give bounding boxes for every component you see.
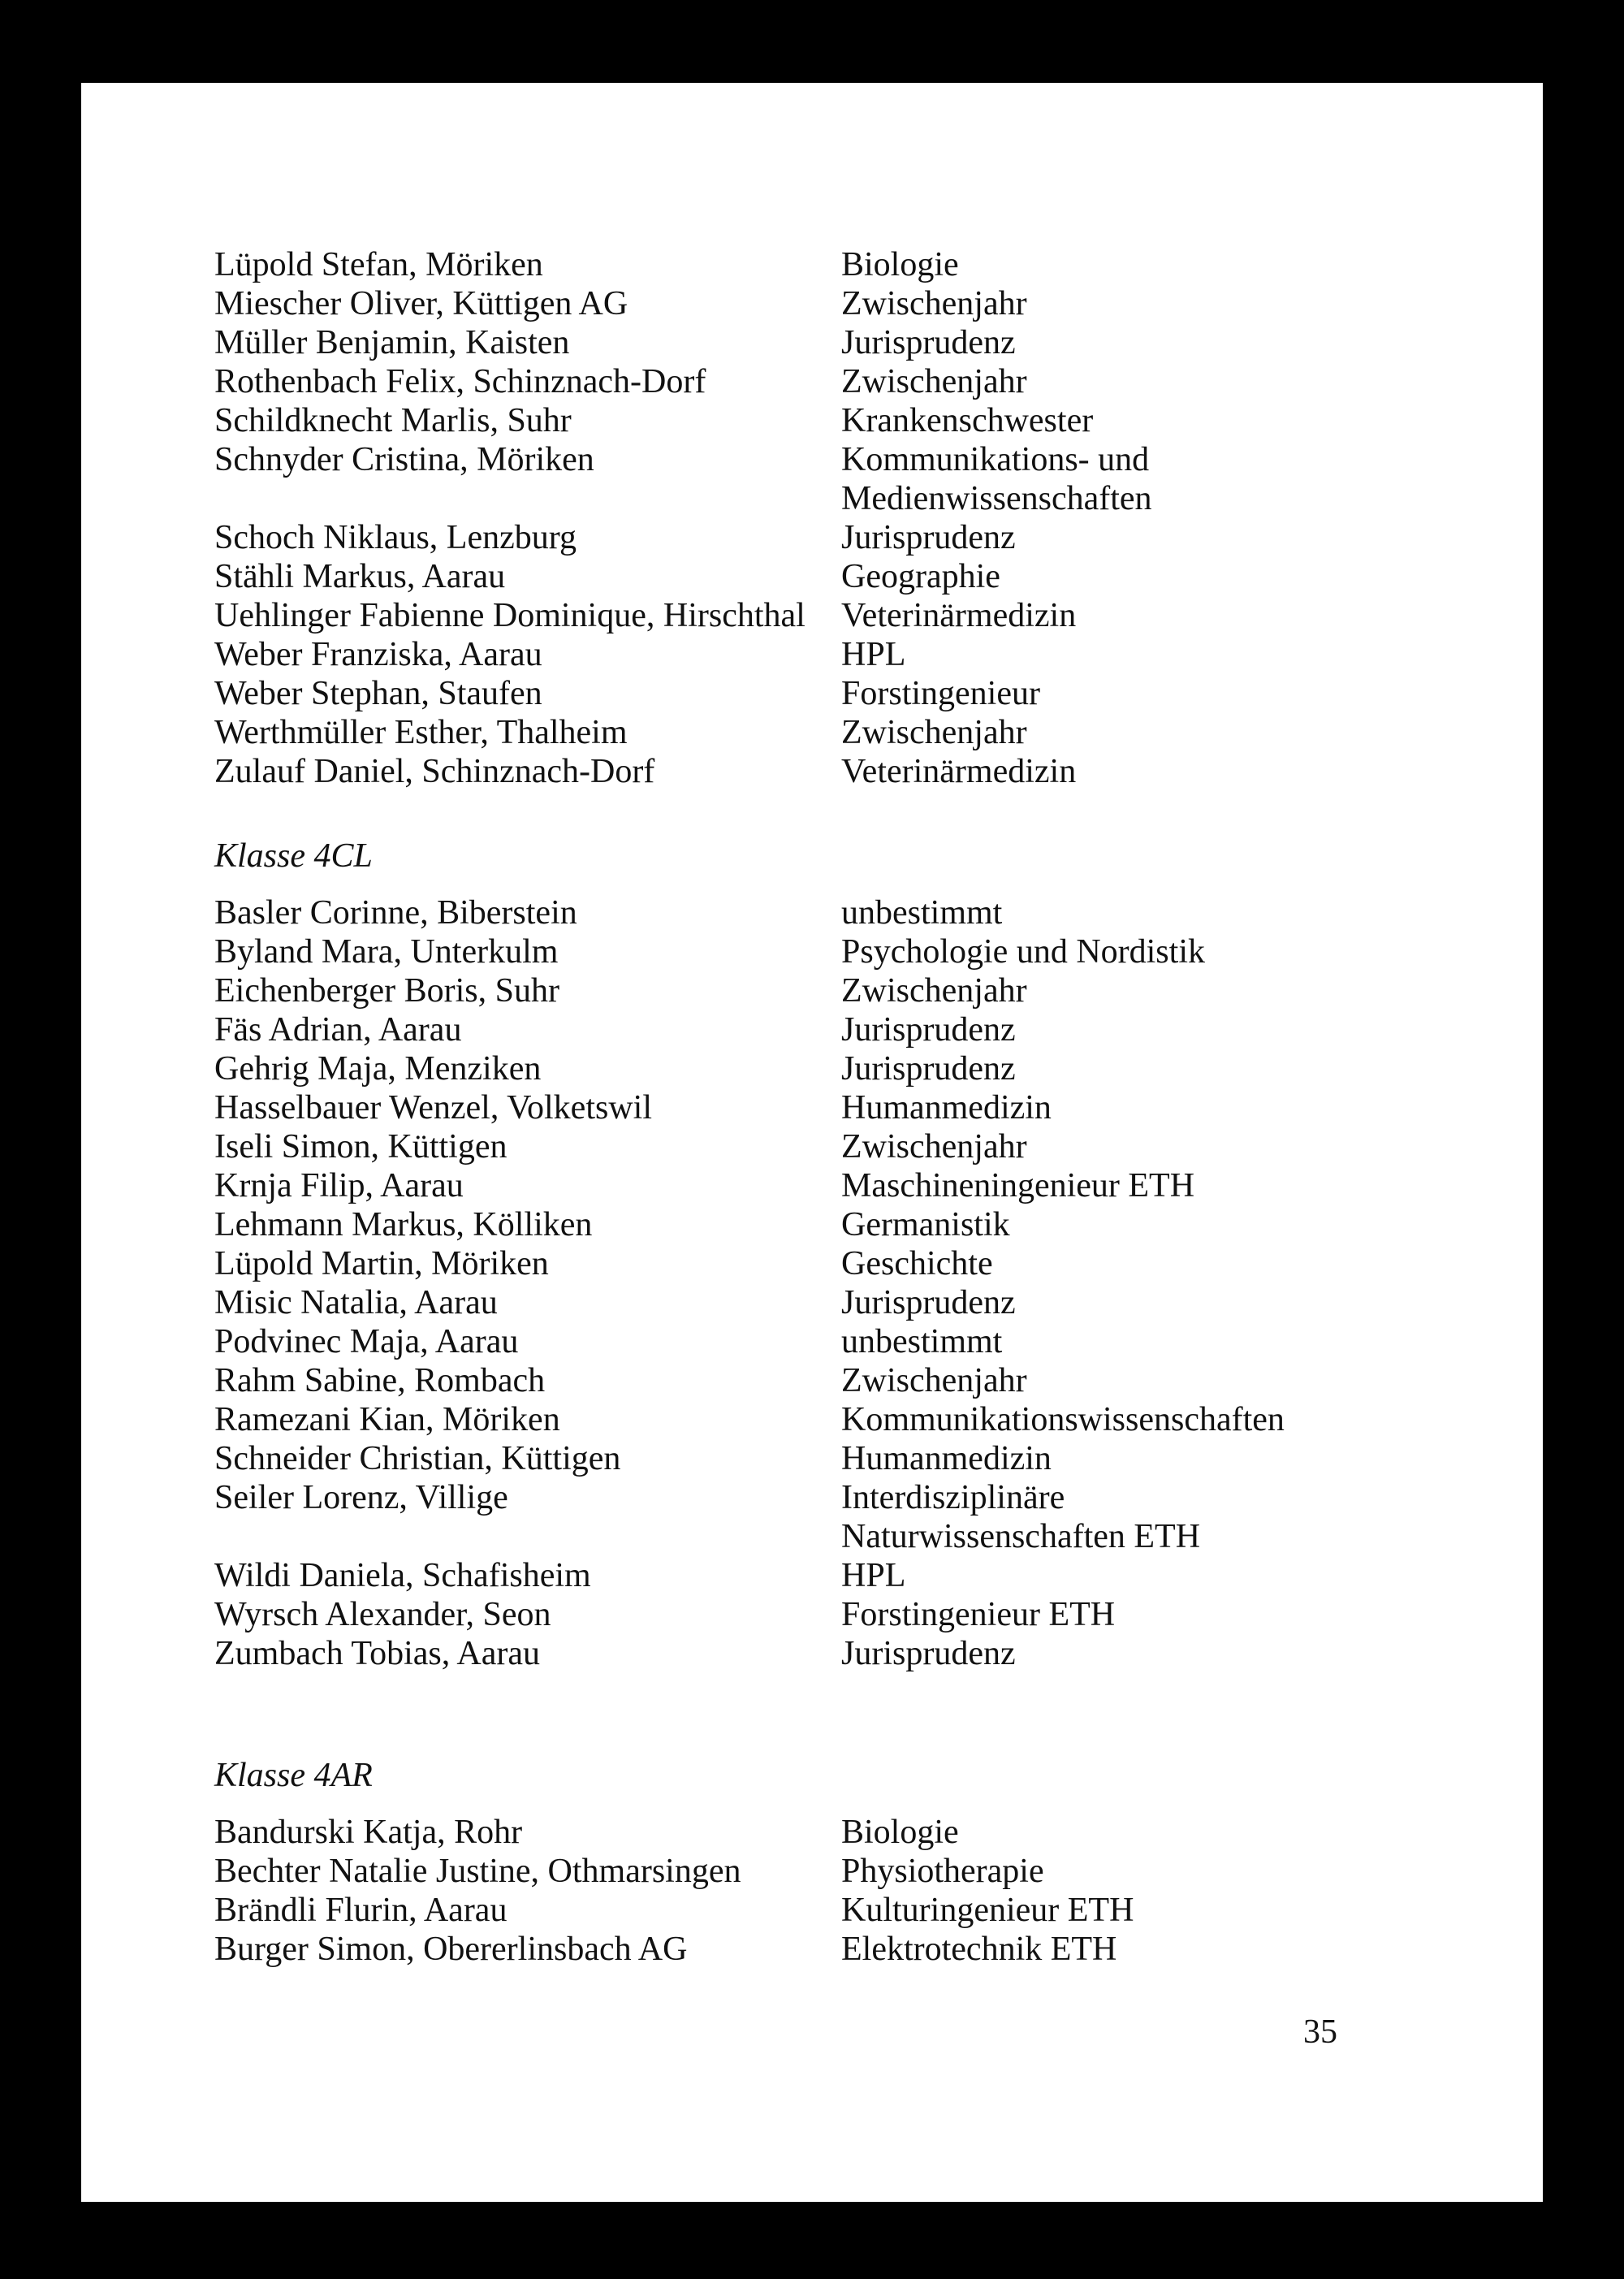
student-name: Miescher Oliver, Küttigen AG [214, 285, 628, 322]
student-name: Wildi Daniela, Schafisheim [214, 1557, 591, 1594]
student-name: Gehrig Maja, Menziken [214, 1050, 542, 1088]
student-name: Schnyder Cristina, Möriken [214, 441, 594, 478]
student-name: Basler Corinne, Biberstein [214, 894, 577, 932]
student-name: Rahm Sabine, Rombach [214, 1362, 546, 1399]
student-name: Fäs Adrian, Aarau [214, 1011, 462, 1049]
student-name: Schoch Niklaus, Lenzburg [214, 519, 577, 556]
study-field: Kommunikations- und [841, 441, 1150, 478]
study-field: Zwischenjahr [841, 972, 1027, 1010]
study-field: Physiotherapie [841, 1853, 1044, 1890]
document-page [81, 83, 1543, 2202]
study-field: Veterinärmedizin [841, 597, 1077, 634]
student-name: Zumbach Tobias, Aarau [214, 1635, 541, 1672]
study-field-continued: Medienwissenschaften [841, 480, 1152, 517]
student-name: Wyrsch Alexander, Seon [214, 1596, 551, 1633]
student-name: Podvinec Maja, Aarau [214, 1323, 519, 1360]
study-field: Jurisprudenz [841, 324, 1016, 361]
study-field: Forstingenieur [841, 675, 1040, 712]
study-field: Jurisprudenz [841, 1284, 1016, 1321]
student-name: Bechter Natalie Justine, Othmarsingen [214, 1853, 741, 1890]
study-field: Zwischenjahr [841, 714, 1027, 751]
student-name: Brändli Flurin, Aarau [214, 1892, 508, 1929]
study-field: Zwischenjahr [841, 363, 1027, 400]
study-field: Jurisprudenz [841, 1011, 1016, 1049]
study-field: Germanistik [841, 1206, 1010, 1243]
study-field: Krankenschwester [841, 402, 1094, 439]
student-name: Lüpold Martin, Möriken [214, 1245, 549, 1282]
student-name: Schildknecht Marlis, Suhr [214, 402, 572, 439]
study-field: Geschichte [841, 1245, 993, 1282]
student-name: Byland Mara, Unterkulm [214, 933, 559, 971]
study-field: Biologie [841, 1814, 959, 1851]
student-name: Iseli Simon, Küttigen [214, 1128, 508, 1165]
student-name: Eichenberger Boris, Suhr [214, 972, 559, 1010]
study-field: HPL [841, 636, 906, 673]
student-name: Schneider Christian, Küttigen [214, 1440, 621, 1477]
study-field: Biologie [841, 246, 959, 283]
student-name: Ramezani Kian, Möriken [214, 1401, 560, 1438]
class-heading-4ar: Klasse 4AR [214, 1757, 373, 1794]
study-field: HPL [841, 1557, 906, 1594]
study-field: Humanmedizin [841, 1440, 1052, 1477]
study-field: Psychologie und Nordistik [841, 933, 1205, 971]
study-field: Humanmedizin [841, 1089, 1052, 1127]
study-field: unbestimmt [841, 1323, 1003, 1360]
study-field: unbestimmt [841, 894, 1003, 932]
student-name: Uehlinger Fabienne Dominique, Hirschthal [214, 597, 806, 634]
study-field: Jurisprudenz [841, 519, 1016, 556]
student-name: Müller Benjamin, Kaisten [214, 324, 570, 361]
study-field: Jurisprudenz [841, 1050, 1016, 1088]
student-name: Werthmüller Esther, Thalheim [214, 714, 628, 751]
study-field: Zwischenjahr [841, 1362, 1027, 1399]
study-field: Kulturingenieur ETH [841, 1892, 1134, 1929]
study-field: Jurisprudenz [841, 1635, 1016, 1672]
student-name: Bandurski Katja, Rohr [214, 1814, 523, 1851]
student-name: Weber Franziska, Aarau [214, 636, 542, 673]
study-field: Geographie [841, 558, 1000, 595]
study-field-continued: Naturwissenschaften ETH [841, 1518, 1201, 1555]
student-name: Rothenbach Felix, Schinznach-Dorf [214, 363, 706, 400]
student-name: Lehmann Markus, Kölliken [214, 1206, 593, 1243]
study-field: Forstingenieur ETH [841, 1596, 1116, 1633]
student-name: Misic Natalia, Aarau [214, 1284, 498, 1321]
student-name: Zulauf Daniel, Schinznach-Dorf [214, 753, 655, 790]
student-name: Stähli Markus, Aarau [214, 558, 506, 595]
page-number: 35 [1303, 2013, 1337, 2051]
class-heading-4cl: Klasse 4CL [214, 837, 373, 875]
student-name: Seiler Lorenz, Villige [214, 1479, 508, 1516]
study-field: Veterinärmedizin [841, 753, 1077, 790]
student-name: Weber Stephan, Staufen [214, 675, 542, 712]
study-field: Zwischenjahr [841, 1128, 1027, 1165]
student-name: Lüpold Stefan, Möriken [214, 246, 543, 283]
student-name: Burger Simon, Obererlinsbach AG [214, 1931, 688, 1968]
study-field: Interdisziplinäre [841, 1479, 1065, 1516]
study-field: Maschineningenieur ETH [841, 1167, 1195, 1204]
study-field: Kommunikationswissenschaften [841, 1401, 1285, 1438]
student-name: Hasselbauer Wenzel, Volketswil [214, 1089, 653, 1127]
student-name: Krnja Filip, Aarau [214, 1167, 464, 1204]
study-field: Elektrotechnik ETH [841, 1931, 1117, 1968]
study-field: Zwischenjahr [841, 285, 1027, 322]
